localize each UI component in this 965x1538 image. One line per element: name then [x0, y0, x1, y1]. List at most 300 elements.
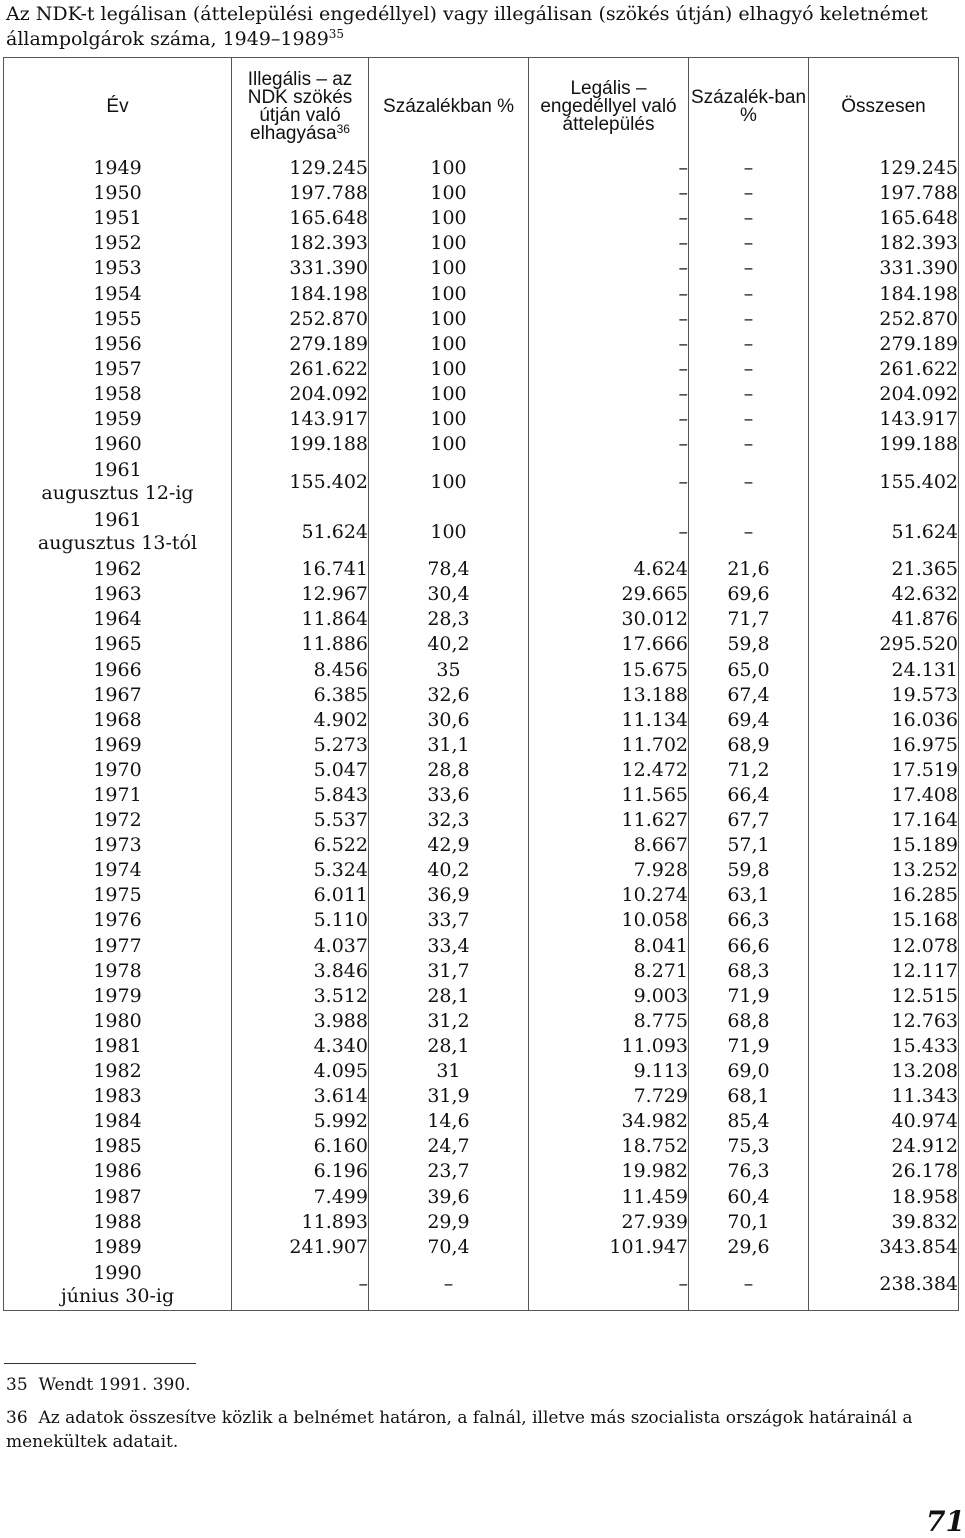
legal-count-cell: 17.666: [529, 632, 689, 657]
table-row: [4, 507, 959, 557]
legal-percent-cell: –: [689, 206, 809, 231]
legal-percent-cell: 65,0: [689, 658, 809, 683]
header-year: Év: [4, 58, 232, 157]
illegal-percent-cell: 100: [369, 457, 529, 507]
illegal-percent-cell: 70,4: [369, 1235, 529, 1260]
total-cell: 16.036: [809, 708, 959, 733]
illegal-percent-cell: 28,1: [369, 984, 529, 1009]
table-row: [4, 708, 959, 733]
legal-percent-cell: 67,7: [689, 808, 809, 833]
illegal-percent-cell: 78,4: [369, 557, 529, 582]
illegal-count-cell: 184.198: [232, 281, 369, 306]
table-row: [4, 1109, 959, 1134]
illegal-percent-cell: 40,2: [369, 632, 529, 657]
illegal-count-cell: 4.095: [232, 1059, 369, 1084]
year-cell: 1958: [4, 382, 232, 407]
legal-percent-cell: 68,8: [689, 1009, 809, 1034]
year-cell: 1959: [4, 407, 232, 432]
table-row: [4, 858, 959, 883]
illegal-count-cell: 11.864: [232, 607, 369, 632]
legal-count-cell: 12.472: [529, 758, 689, 783]
total-cell: 21.365: [809, 557, 959, 582]
legal-count-cell: 34.982: [529, 1109, 689, 1134]
legal-count-cell: 10.274: [529, 883, 689, 908]
illegal-percent-cell: 100: [369, 357, 529, 382]
illegal-count-cell: 5.324: [232, 858, 369, 883]
year-cell: 1986: [4, 1159, 232, 1184]
illegal-percent-cell: 40,2: [369, 858, 529, 883]
legal-count-cell: 7.729: [529, 1084, 689, 1109]
illegal-percent-cell: 100: [369, 206, 529, 231]
total-cell: 51.624: [809, 507, 959, 557]
year-cell: 1987: [4, 1184, 232, 1209]
illegal-percent-cell: –: [369, 1260, 529, 1311]
legal-count-cell: –: [529, 332, 689, 357]
illegal-percent-cell: 31: [369, 1059, 529, 1084]
footnote-35: 35 Wendt 1991. 390.: [6, 1375, 191, 1395]
illegal-percent-cell: 31,9: [369, 1084, 529, 1109]
table-row: [4, 357, 959, 382]
legal-count-cell: 27.939: [529, 1210, 689, 1235]
legal-percent-cell: 63,1: [689, 883, 809, 908]
illegal-percent-cell: 100: [369, 156, 529, 181]
year-cell: 1966: [4, 658, 232, 683]
legal-count-cell: 8.271: [529, 959, 689, 984]
total-cell: 16.975: [809, 733, 959, 758]
legal-count-cell: –: [529, 507, 689, 557]
illegal-count-cell: 279.189: [232, 332, 369, 357]
legal-count-cell: –: [529, 1260, 689, 1311]
total-cell: 12.078: [809, 934, 959, 959]
illegal-count-cell: 5.273: [232, 733, 369, 758]
legal-percent-cell: –: [689, 156, 809, 181]
illegal-count-cell: 204.092: [232, 382, 369, 407]
illegal-count-cell: 241.907: [232, 1235, 369, 1260]
illegal-count-cell: 331.390: [232, 256, 369, 281]
total-cell: 15.433: [809, 1034, 959, 1059]
legal-percent-cell: 68,1: [689, 1084, 809, 1109]
table-row: [4, 632, 959, 657]
table-row: [4, 307, 959, 332]
total-cell: 199.188: [809, 432, 959, 457]
illegal-percent-cell: 100: [369, 256, 529, 281]
year-cell: 1967: [4, 683, 232, 708]
legal-count-cell: 9.113: [529, 1059, 689, 1084]
legal-count-cell: 11.627: [529, 808, 689, 833]
legal-percent-cell: 66,4: [689, 783, 809, 808]
legal-percent-cell: –: [689, 432, 809, 457]
total-cell: 238.384: [809, 1260, 959, 1311]
legal-percent-cell: 69,6: [689, 582, 809, 607]
illegal-count-cell: 6.522: [232, 833, 369, 858]
illegal-percent-cell: 30,6: [369, 708, 529, 733]
legal-percent-cell: 69,4: [689, 708, 809, 733]
footnote-ref-35: 35: [328, 27, 345, 41]
legal-count-cell: 11.459: [529, 1184, 689, 1209]
legal-percent-cell: –: [689, 357, 809, 382]
legal-count-cell: –: [529, 181, 689, 206]
total-cell: 13.252: [809, 858, 959, 883]
total-cell: 261.622: [809, 357, 959, 382]
footnote-ref-36: 36: [336, 121, 350, 136]
table-row: [4, 281, 959, 306]
table-row: [4, 908, 959, 933]
year-cell: 1955: [4, 307, 232, 332]
legal-count-cell: 19.982: [529, 1159, 689, 1184]
total-cell: 252.870: [809, 307, 959, 332]
table-row: [4, 256, 959, 281]
total-cell: 24.131: [809, 658, 959, 683]
legal-percent-cell: 68,3: [689, 959, 809, 984]
year-cell: 1957: [4, 357, 232, 382]
illegal-count-cell: 3.988: [232, 1009, 369, 1034]
table-row: [4, 1210, 959, 1235]
header-legal-percent: Százalék-ban %: [689, 58, 809, 157]
legal-count-cell: 101.947: [529, 1235, 689, 1260]
illegal-percent-cell: 36,9: [369, 883, 529, 908]
legal-count-cell: –: [529, 231, 689, 256]
legal-percent-cell: –: [689, 457, 809, 507]
legal-percent-cell: 21,6: [689, 557, 809, 582]
total-cell: 155.402: [809, 457, 959, 507]
legal-count-cell: –: [529, 357, 689, 382]
illegal-count-cell: 6.385: [232, 683, 369, 708]
legal-count-cell: –: [529, 307, 689, 332]
total-cell: 295.520: [809, 632, 959, 657]
illegal-percent-cell: 100: [369, 507, 529, 557]
total-cell: 18.958: [809, 1184, 959, 1209]
total-cell: 343.854: [809, 1235, 959, 1260]
total-cell: 184.198: [809, 281, 959, 306]
table-row: [4, 833, 959, 858]
year-cell: 1988: [4, 1210, 232, 1235]
legal-percent-cell: –: [689, 256, 809, 281]
illegal-percent-cell: 100: [369, 231, 529, 256]
illegal-count-cell: 8.456: [232, 658, 369, 683]
table-row: [4, 557, 959, 582]
year-cell: 1963: [4, 582, 232, 607]
illegal-count-cell: 4.037: [232, 934, 369, 959]
emigration-table: [3, 57, 959, 1311]
illegal-percent-cell: 24,7: [369, 1134, 529, 1159]
legal-count-cell: 30.012: [529, 607, 689, 632]
legal-percent-cell: 60,4: [689, 1184, 809, 1209]
table-row: [4, 206, 959, 231]
table-row: [4, 607, 959, 632]
illegal-percent-cell: 100: [369, 307, 529, 332]
legal-count-cell: 13.188: [529, 683, 689, 708]
year-cell: 1961 augusztus 12-ig: [4, 457, 232, 507]
legal-count-cell: 11.134: [529, 708, 689, 733]
legal-count-cell: 11.702: [529, 733, 689, 758]
year-cell: 1975: [4, 883, 232, 908]
total-cell: 129.245: [809, 156, 959, 181]
footnote-rule: [4, 1363, 196, 1364]
illegal-percent-cell: 23,7: [369, 1159, 529, 1184]
illegal-percent-cell: 100: [369, 382, 529, 407]
table-row: [4, 683, 959, 708]
table-row: [4, 382, 959, 407]
table-row: [4, 758, 959, 783]
header-illegal-percent: Százalékban %: [369, 58, 529, 157]
table-row: [4, 1235, 959, 1260]
legal-count-cell: –: [529, 256, 689, 281]
legal-count-cell: –: [529, 407, 689, 432]
total-cell: 12.515: [809, 984, 959, 1009]
table-row: [4, 231, 959, 256]
total-cell: 15.168: [809, 908, 959, 933]
legal-percent-cell: –: [689, 332, 809, 357]
legal-percent-cell: 85,4: [689, 1109, 809, 1134]
illegal-percent-cell: 14,6: [369, 1109, 529, 1134]
year-cell: 1956: [4, 332, 232, 357]
year-cell: 1951: [4, 206, 232, 231]
table-row: [4, 1009, 959, 1034]
table-row: [4, 432, 959, 457]
year-cell: 1976: [4, 908, 232, 933]
table-row: [4, 1134, 959, 1159]
year-cell: 1972: [4, 808, 232, 833]
total-cell: 11.343: [809, 1084, 959, 1109]
illegal-percent-cell: 33,7: [369, 908, 529, 933]
total-cell: 24.912: [809, 1134, 959, 1159]
total-cell: 39.832: [809, 1210, 959, 1235]
illegal-percent-cell: 100: [369, 181, 529, 206]
table-row: [4, 783, 959, 808]
legal-count-cell: 8.041: [529, 934, 689, 959]
footnote-36: 36 Az adatok összesítve közlik a belnémet határon, a falnál, illetve más szocialista országok határainál a menekültek adatait.: [6, 1408, 913, 1452]
year-cell: 1970: [4, 758, 232, 783]
total-cell: 42.632: [809, 582, 959, 607]
table-row: [4, 733, 959, 758]
legal-count-cell: 8.667: [529, 833, 689, 858]
table-row: [4, 332, 959, 357]
legal-percent-cell: 75,3: [689, 1134, 809, 1159]
total-cell: 331.390: [809, 256, 959, 281]
year-cell: 1978: [4, 959, 232, 984]
illegal-count-cell: 5.047: [232, 758, 369, 783]
total-cell: 17.408: [809, 783, 959, 808]
legal-count-cell: 29.665: [529, 582, 689, 607]
illegal-percent-cell: 100: [369, 407, 529, 432]
legal-percent-cell: 59,8: [689, 858, 809, 883]
illegal-count-cell: 5.110: [232, 908, 369, 933]
header-total: Összesen: [809, 58, 959, 157]
illegal-percent-cell: 35: [369, 658, 529, 683]
legal-count-cell: 11.093: [529, 1034, 689, 1059]
illegal-count-cell: 5.992: [232, 1109, 369, 1134]
illegal-count-cell: 16.741: [232, 557, 369, 582]
legal-count-cell: 11.565: [529, 783, 689, 808]
illegal-count-cell: 3.846: [232, 959, 369, 984]
year-cell: 1977: [4, 934, 232, 959]
total-cell: 165.648: [809, 206, 959, 231]
year-cell: 1949: [4, 156, 232, 181]
illegal-count-cell: 129.245: [232, 156, 369, 181]
table-row: [4, 1059, 959, 1084]
table-row: [4, 808, 959, 833]
legal-percent-cell: –: [689, 382, 809, 407]
illegal-percent-cell: 39,6: [369, 1184, 529, 1209]
illegal-count-cell: 5.537: [232, 808, 369, 833]
year-cell: 1962: [4, 557, 232, 582]
legal-percent-cell: 71,7: [689, 607, 809, 632]
legal-percent-cell: 68,9: [689, 733, 809, 758]
illegal-count-cell: 6.196: [232, 1159, 369, 1184]
total-cell: 19.573: [809, 683, 959, 708]
total-cell: 279.189: [809, 332, 959, 357]
illegal-percent-cell: 30,4: [369, 582, 529, 607]
total-cell: 17.164: [809, 808, 959, 833]
table-row: [4, 407, 959, 432]
legal-count-cell: 4.624: [529, 557, 689, 582]
legal-percent-cell: 70,1: [689, 1210, 809, 1235]
total-cell: 17.519: [809, 758, 959, 783]
year-cell: 1964: [4, 607, 232, 632]
legal-percent-cell: –: [689, 281, 809, 306]
legal-count-cell: 10.058: [529, 908, 689, 933]
illegal-count-cell: 182.393: [232, 231, 369, 256]
illegal-percent-cell: 100: [369, 332, 529, 357]
illegal-count-cell: 7.499: [232, 1184, 369, 1209]
table-body: [4, 156, 959, 1310]
table-row: [4, 1084, 959, 1109]
illegal-count-cell: –: [232, 1260, 369, 1311]
year-cell: 1983: [4, 1084, 232, 1109]
illegal-percent-cell: 32,3: [369, 808, 529, 833]
year-cell: 1981: [4, 1034, 232, 1059]
legal-count-cell: 8.775: [529, 1009, 689, 1034]
legal-percent-cell: –: [689, 307, 809, 332]
legal-percent-cell: 57,1: [689, 833, 809, 858]
illegal-percent-cell: 100: [369, 281, 529, 306]
illegal-count-cell: 51.624: [232, 507, 369, 557]
legal-count-cell: –: [529, 432, 689, 457]
total-cell: 182.393: [809, 231, 959, 256]
page-number: 71: [926, 1505, 965, 1538]
legal-percent-cell: –: [689, 507, 809, 557]
table-row: [4, 984, 959, 1009]
illegal-percent-cell: 33,6: [369, 783, 529, 808]
table-row: [4, 582, 959, 607]
header-legal: Legális – engedéllyel való áttelepülés: [529, 58, 689, 157]
illegal-count-cell: 6.011: [232, 883, 369, 908]
illegal-percent-cell: 29,9: [369, 1210, 529, 1235]
year-cell: 1968: [4, 708, 232, 733]
year-cell: 1982: [4, 1059, 232, 1084]
illegal-percent-cell: 31,7: [369, 959, 529, 984]
header-illegal: Illegális – az NDK szökés útján való elhagyása$^{36}$: [232, 58, 369, 157]
table-row: [4, 181, 959, 206]
legal-percent-cell: 67,4: [689, 683, 809, 708]
year-cell: 1989: [4, 1235, 232, 1260]
legal-count-cell: 18.752: [529, 1134, 689, 1159]
total-cell: 12.763: [809, 1009, 959, 1034]
year-cell: 1954: [4, 281, 232, 306]
legal-count-cell: 15.675: [529, 658, 689, 683]
year-cell: 1973: [4, 833, 232, 858]
legal-percent-cell: 69,0: [689, 1059, 809, 1084]
illegal-count-cell: 155.402: [232, 457, 369, 507]
illegal-count-cell: 6.160: [232, 1134, 369, 1159]
year-cell: 1965: [4, 632, 232, 657]
legal-percent-cell: –: [689, 231, 809, 256]
total-cell: 26.178: [809, 1159, 959, 1184]
table-row: [4, 156, 959, 181]
table-caption: Az NDK-t legálisan (áttelepülési engedéllyel) vagy illegálisan (szökés útján) elhagyó keletnémet állampolgárok száma, 1949–1989$^{35}$: [6, 3, 928, 50]
year-cell: 1974: [4, 858, 232, 883]
illegal-percent-cell: 28,8: [369, 758, 529, 783]
table-row: [4, 1184, 959, 1209]
illegal-count-cell: 143.917: [232, 407, 369, 432]
total-cell: 41.876: [809, 607, 959, 632]
total-cell: 12.117: [809, 959, 959, 984]
year-cell: 1984: [4, 1109, 232, 1134]
table-row: [4, 658, 959, 683]
illegal-percent-cell: 28,3: [369, 607, 529, 632]
legal-percent-cell: 71,2: [689, 758, 809, 783]
table-row: [4, 959, 959, 984]
table-row: [4, 1034, 959, 1059]
table-row: [4, 1159, 959, 1184]
year-cell: 1952: [4, 231, 232, 256]
total-cell: 197.788: [809, 181, 959, 206]
year-cell: 1969: [4, 733, 232, 758]
year-cell: 1961 augusztus 13-tól: [4, 507, 232, 557]
table-row: [4, 883, 959, 908]
legal-count-cell: –: [529, 206, 689, 231]
illegal-percent-cell: 100: [369, 432, 529, 457]
table-row: [4, 934, 959, 959]
total-cell: 16.285: [809, 883, 959, 908]
illegal-count-cell: 4.340: [232, 1034, 369, 1059]
illegal-count-cell: 197.788: [232, 181, 369, 206]
illegal-percent-cell: 42,9: [369, 833, 529, 858]
illegal-count-cell: 3.512: [232, 984, 369, 1009]
illegal-count-cell: 199.188: [232, 432, 369, 457]
total-cell: 204.092: [809, 382, 959, 407]
illegal-count-cell: 11.893: [232, 1210, 369, 1235]
illegal-count-cell: 4.902: [232, 708, 369, 733]
legal-percent-cell: 71,9: [689, 984, 809, 1009]
year-cell: 1953: [4, 256, 232, 281]
legal-count-cell: 9.003: [529, 984, 689, 1009]
legal-percent-cell: 59,8: [689, 632, 809, 657]
legal-percent-cell: 66,6: [689, 934, 809, 959]
illegal-count-cell: 5.843: [232, 783, 369, 808]
total-cell: 15.189: [809, 833, 959, 858]
year-cell: 1960: [4, 432, 232, 457]
illegal-count-cell: 252.870: [232, 307, 369, 332]
year-cell: 1979: [4, 984, 232, 1009]
year-cell: 1950: [4, 181, 232, 206]
table-row: [4, 1260, 959, 1311]
legal-count-cell: –: [529, 382, 689, 407]
legal-percent-cell: 66,3: [689, 908, 809, 933]
year-cell: 1990 június 30-ig: [4, 1260, 232, 1311]
legal-percent-cell: –: [689, 1260, 809, 1311]
table-row: [4, 457, 959, 507]
illegal-percent-cell: 28,1: [369, 1034, 529, 1059]
illegal-count-cell: 12.967: [232, 582, 369, 607]
illegal-count-cell: 11.886: [232, 632, 369, 657]
legal-count-cell: –: [529, 281, 689, 306]
legal-count-cell: –: [529, 156, 689, 181]
legal-count-cell: 7.928: [529, 858, 689, 883]
illegal-count-cell: 3.614: [232, 1084, 369, 1109]
year-cell: 1971: [4, 783, 232, 808]
illegal-count-cell: 165.648: [232, 206, 369, 231]
